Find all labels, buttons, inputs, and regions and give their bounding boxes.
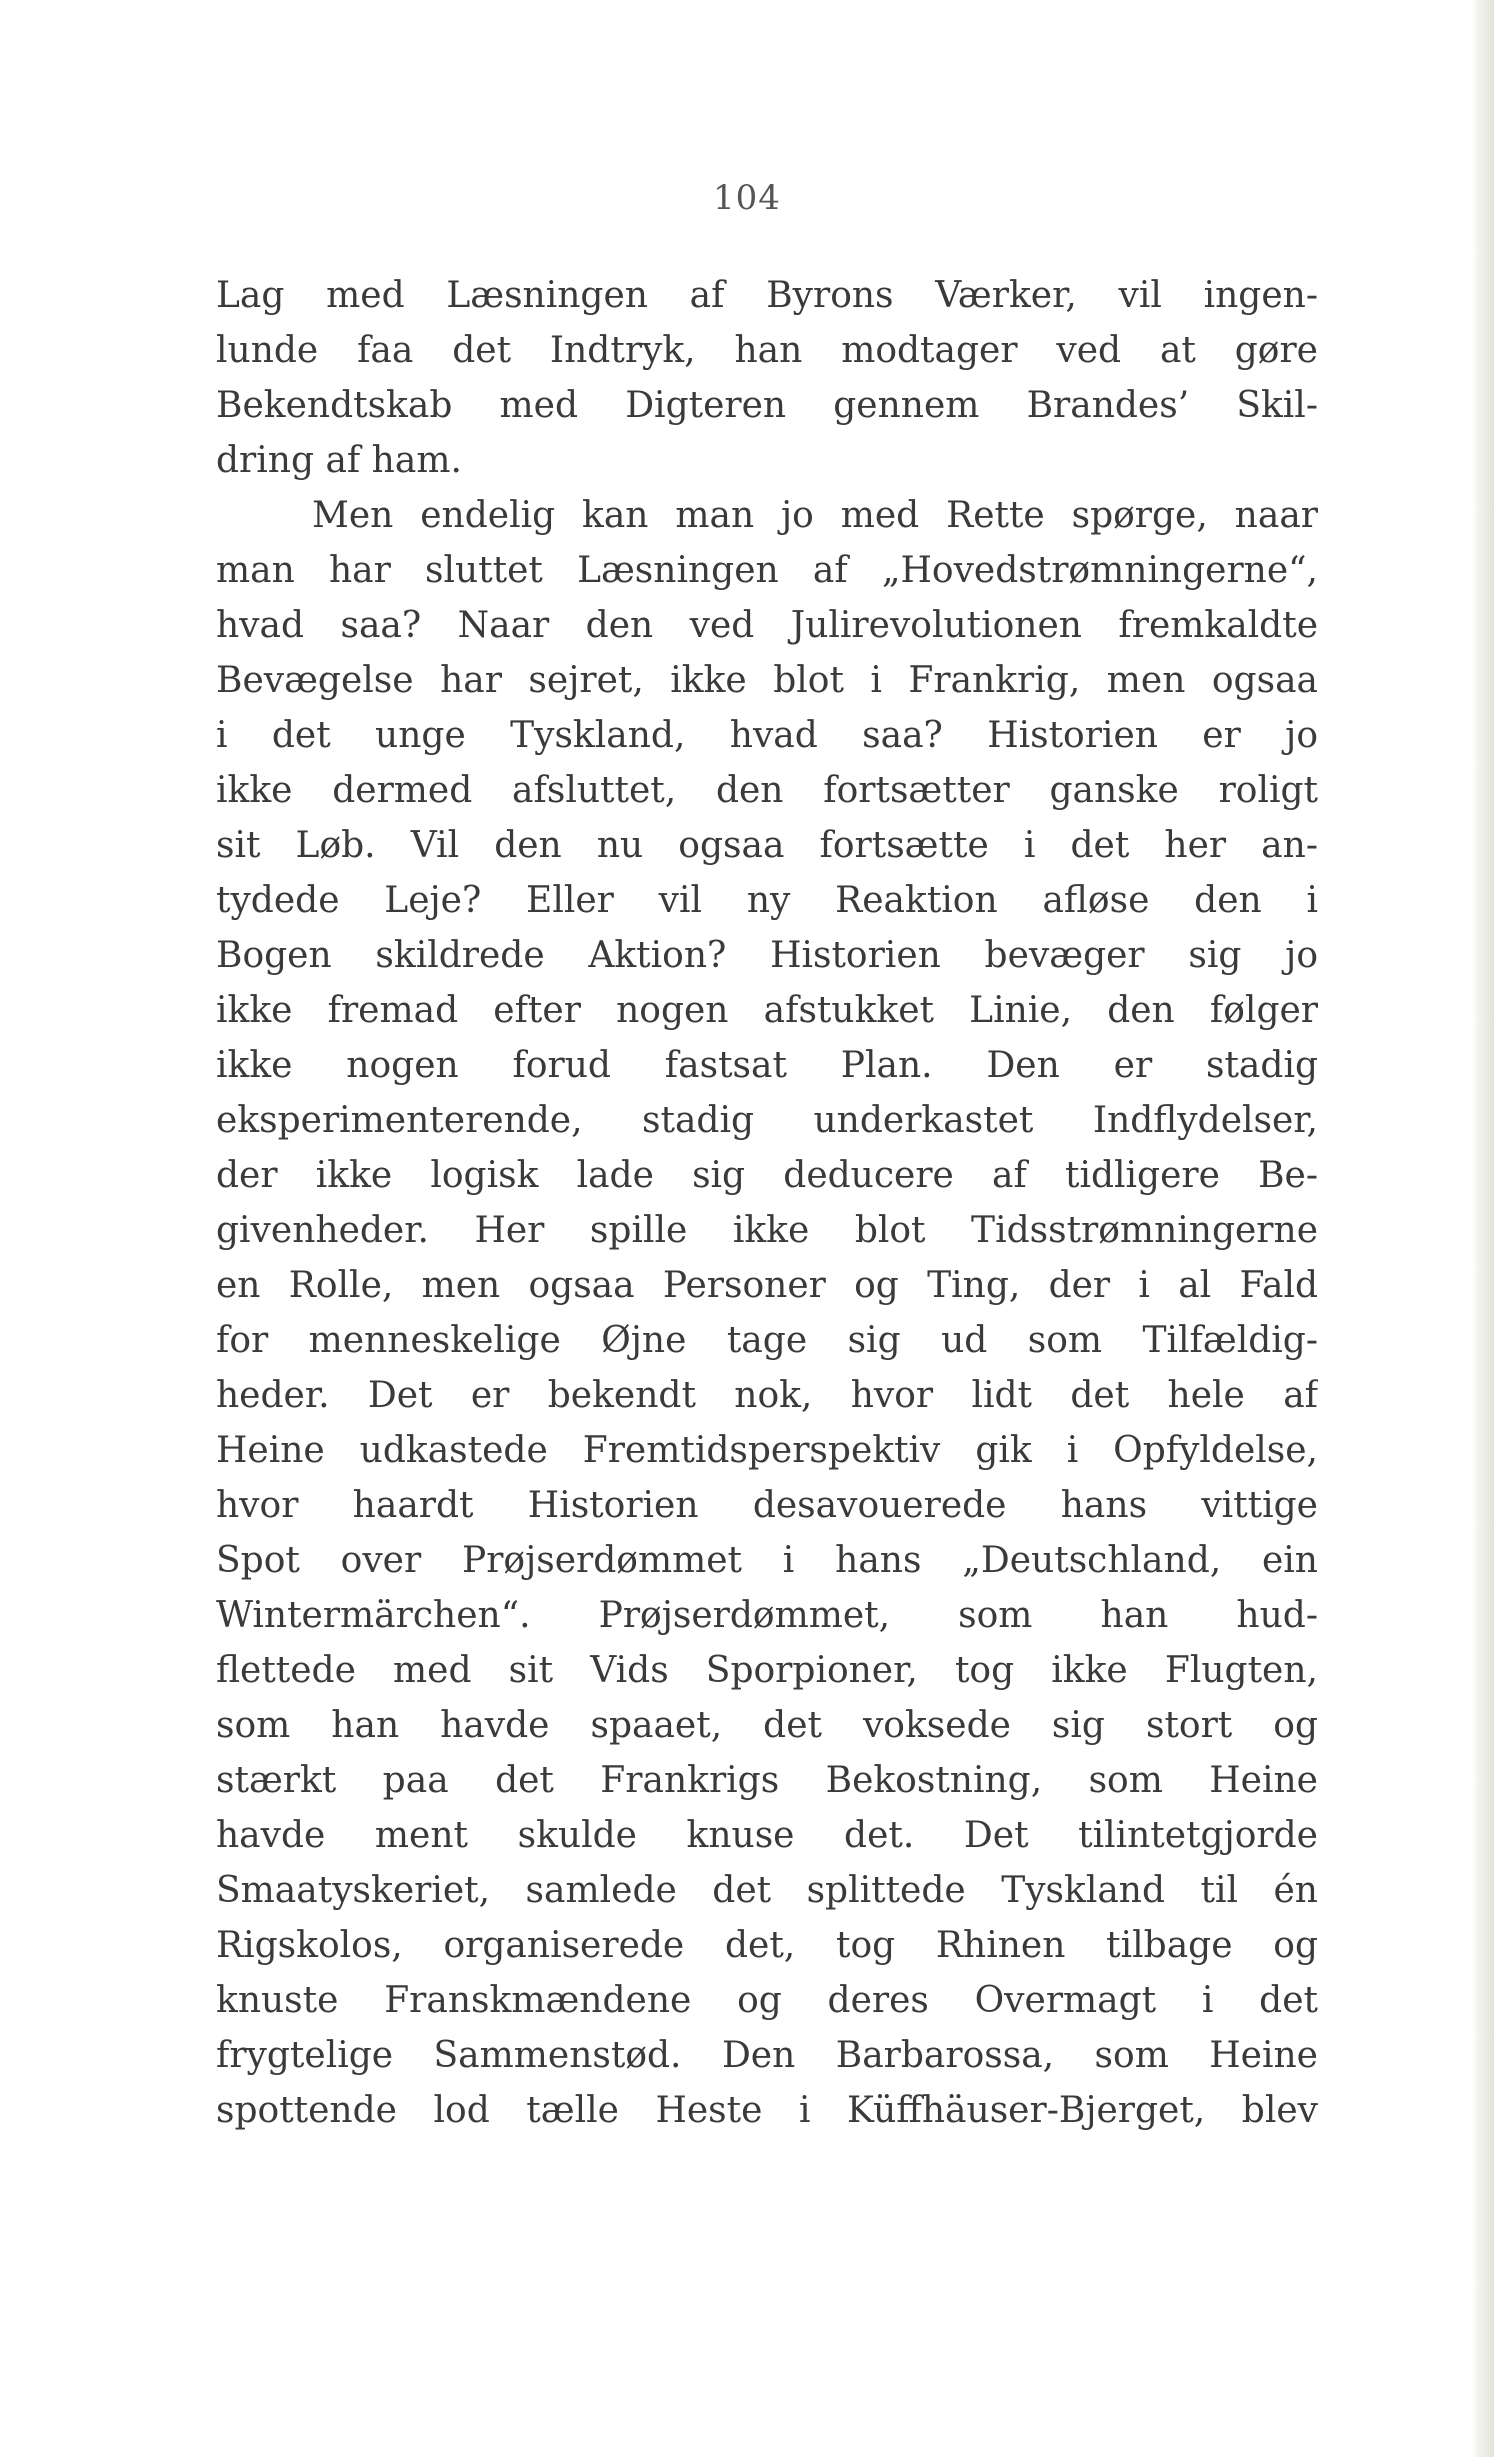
- text-line: for menneskelige Øjne tage sig ud som Tilfældig-: [216, 1320, 1318, 1361]
- text-line: i det unge Tyskland, hvad saa? Historien er jo: [216, 715, 1318, 756]
- text-line: ikke fremad efter nogen afstukket Linie, den følger: [216, 990, 1318, 1031]
- text-line: en Rolle, men ogsaa Personer og Ting, der i al Fald: [216, 1265, 1318, 1306]
- text-line: ikke nogen forud fastsat Plan. Den er stadig: [216, 1045, 1318, 1086]
- text-line: flettede med sit Vids Sporpioner, tog ikke Flugten,: [216, 1650, 1318, 1691]
- text-line: der ikke logisk lade sig deducere af tidligere Be-: [216, 1155, 1318, 1196]
- text-line: lunde faa det Indtryk, han modtager ved at gøre: [216, 330, 1318, 371]
- text-line: Smaatyskeriet, samlede det splittede Tyskland til én: [216, 1870, 1318, 1911]
- page-edge-shadow: [1472, 0, 1494, 2457]
- text-line: ikke dermed afsluttet, den fortsætter ganske roligt: [216, 770, 1318, 811]
- text-line: Wintermärchen“. Prøjserdømmet, som han hud-: [216, 1595, 1318, 1636]
- text-line: Spot over Prøjserdømmet i hans „Deutschland, ein: [216, 1540, 1318, 1581]
- text-line: tydede Leje? Eller vil ny Reaktion afløse den i: [216, 880, 1318, 921]
- text-line: heder. Det er bekendt nok, hvor lidt det hele af: [216, 1375, 1318, 1416]
- text-line: knuste Franskmændene og deres Overmagt i det: [216, 1980, 1318, 2021]
- text-line: Lag med Læsningen af Byrons Værker, vil ingen-: [216, 275, 1318, 316]
- text-line: Bevægelse har sejret, ikke blot i Frankrig, men ogsaa: [216, 660, 1318, 701]
- text-line: givenheder. Her spille ikke blot Tidsstrømningerne: [216, 1210, 1318, 1251]
- text-line: Heine udkastede Fremtidsperspektiv gik i Opfyldelse,: [216, 1430, 1318, 1471]
- text-line: som han havde spaaet, det voksede sig stort og: [216, 1705, 1318, 1746]
- body-text: [216, 268, 1318, 2138]
- text-line: sit Løb. Vil den nu ogsaa fortsætte i det her an-: [216, 825, 1318, 866]
- text-line: stærkt paa det Frankrigs Bekostning, som Heine: [216, 1760, 1318, 1801]
- text-line: frygtelige Sammenstød. Den Barbarossa, som Heine: [216, 2035, 1318, 2076]
- text-line: man har sluttet Læsningen af „Hovedstrømningerne“,: [216, 550, 1318, 591]
- text-line: Men endelig kan man jo med Rette spørge, naar: [312, 495, 1318, 536]
- text-line: spottende lod tælle Heste i Küffhäuser-Bjerget, blev: [216, 2090, 1318, 2131]
- text-line: eksperimenterende, stadig underkastet Indflydelser,: [216, 1100, 1318, 1141]
- text-line: Rigskolos, organiserede det, tog Rhinen tilbage og: [216, 1925, 1318, 1966]
- text-line: hvor haardt Historien desavouerede hans vittige: [216, 1485, 1318, 1526]
- text-line: dring af ham.: [216, 440, 462, 481]
- text-line: havde ment skulde knuse det. Det tilintetgjorde: [216, 1815, 1318, 1856]
- page-number: 104: [713, 178, 781, 218]
- text-line: Bekendtskab med Digteren gennem Brandes’ Skil-: [216, 385, 1318, 426]
- text-line: Bogen skildrede Aktion? Historien bevæger sig jo: [216, 935, 1318, 976]
- text-line: hvad saa? Naar den ved Julirevolutionen fremkaldte: [216, 605, 1318, 646]
